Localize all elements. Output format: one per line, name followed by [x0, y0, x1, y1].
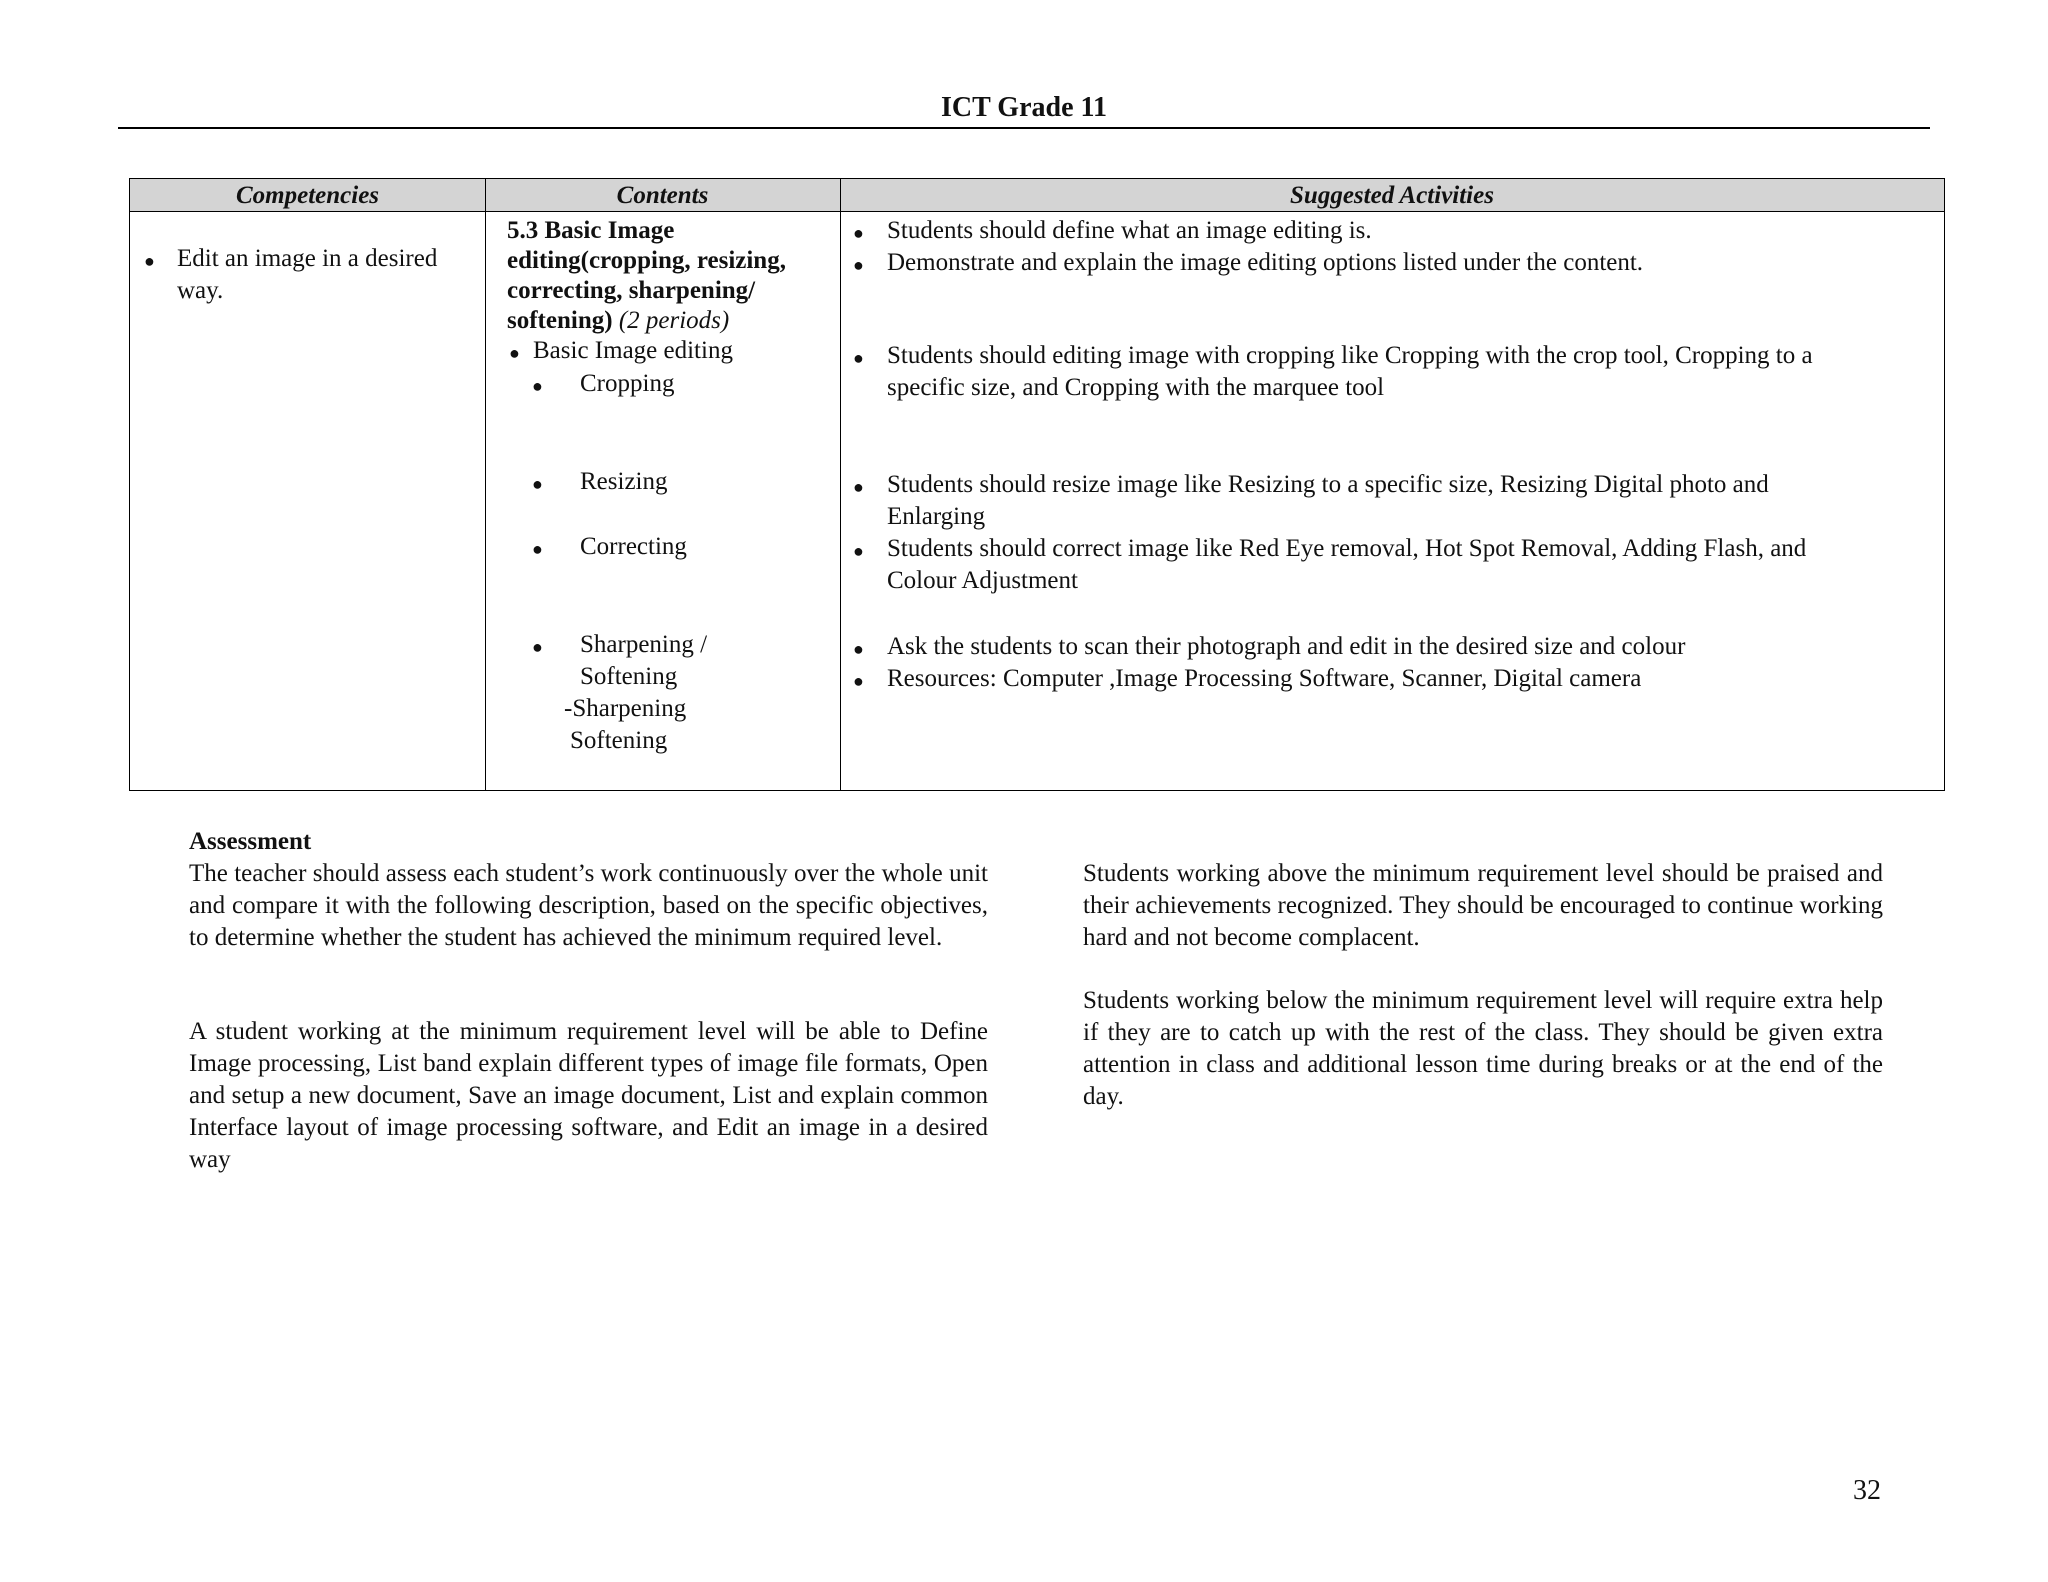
bullet-icon: ● — [509, 343, 520, 363]
bullet-icon: ● — [532, 474, 543, 494]
content-extra-line: Softening — [570, 727, 668, 754]
column-divider — [485, 179, 486, 790]
assessment-heading: Assessment — [189, 828, 312, 855]
content-subheading: Basic Image editing — [533, 337, 733, 364]
content-heading-bold: softening) — [507, 307, 613, 334]
bullet-icon: ● — [853, 671, 864, 691]
curriculum-table — [129, 178, 1945, 791]
bullet-icon: ● — [532, 539, 543, 559]
content-extra-line: -Sharpening — [564, 695, 687, 722]
bullet-icon: ● — [853, 477, 864, 497]
competency-line: Edit an image in a desired — [177, 245, 438, 272]
bullet-icon: ● — [532, 637, 543, 657]
content-heading-periods: (2 periods) — [618, 307, 730, 334]
column-header-activities: Suggested Activities — [1290, 182, 1494, 209]
bullet-icon: ● — [853, 255, 864, 275]
content-heading-line: editing(cropping, resizing, — [507, 247, 786, 274]
activity-text: Resources: Computer ,Image Processing Software, Scanner, Digital camera — [887, 665, 1642, 692]
content-item-cropping: Cropping — [580, 370, 675, 397]
content-item-sharpening: Softening — [580, 663, 678, 690]
activity-text: Students should define what an image editing is. — [887, 217, 1372, 244]
content-item-sharpening: Sharpening / — [580, 631, 708, 658]
table-header-row — [130, 179, 1944, 212]
activity-text: specific size, and Cropping with the marquee tool — [887, 374, 1385, 401]
content-heading-line: 5.3 Basic Image — [507, 217, 675, 244]
column-header-competencies: Competencies — [235, 182, 380, 209]
activity-text: Ask the students to scan their photograph and edit in the desired size and colour — [887, 633, 1686, 660]
assessment-paragraph: Students working below the minimum requirement level will require extra help if they are to catch up with the rest of the class. They should be given extra attention in class and additional lesson time during breaks or at the end of the day. — [1083, 987, 1883, 1110]
header-rule — [118, 127, 1930, 129]
bullet-icon: ● — [144, 251, 155, 271]
page-header-title: ICT Grade 11 — [941, 92, 1107, 123]
activity-text: Students should editing image with cropping like Cropping with the crop tool, Cropping to a — [887, 342, 1813, 369]
activity-text: Colour Adjustment — [887, 567, 1078, 594]
column-header-contents: Contents — [616, 182, 709, 209]
content-item-correcting: Correcting — [580, 533, 687, 560]
bullet-icon: ● — [853, 541, 864, 561]
bullet-icon: ● — [532, 376, 543, 396]
assessment-paragraph: The teacher should assess each student’s work continuously over the whole unit and compare it with the following description, based on the specific objectives, to determine whether the student has achieved the minimum required level. — [189, 860, 988, 951]
content-item-resizing: Resizing — [580, 468, 668, 495]
activity-text: Demonstrate and explain the image editing options listed under the content. — [887, 249, 1644, 276]
activity-text: Enlarging — [887, 503, 986, 530]
bullet-icon: ● — [853, 223, 864, 243]
page-number: 32 — [1853, 1475, 1881, 1506]
bullet-icon: ● — [853, 639, 864, 659]
competency-line: way. — [177, 277, 224, 304]
activity-text: Students should correct image like Red Eye removal, Hot Spot Removal, Adding Flash, and — [887, 535, 1807, 562]
assessment-paragraph: A student working at the minimum requirement level will be able to Define Image processing, List band explain different types of image file formats, Open and setup a new document, Save an image document, List and explain common Interface layout of image processing software, and Edit an image in a desired way — [189, 1018, 988, 1173]
content-heading-line — [507, 305, 729, 337]
activity-text: Students should resize image like Resizing to a specific size, Resizing Digital photo and — [887, 471, 1769, 498]
assessment-paragraph: Students working above the minimum requirement level should be praised and their achievements recognized. They should be encouraged to continue working hard and not become complacent. — [1083, 860, 1883, 951]
column-divider — [840, 179, 841, 790]
bullet-icon: ● — [853, 348, 864, 368]
content-heading-line: correcting, sharpening/ — [507, 277, 756, 304]
